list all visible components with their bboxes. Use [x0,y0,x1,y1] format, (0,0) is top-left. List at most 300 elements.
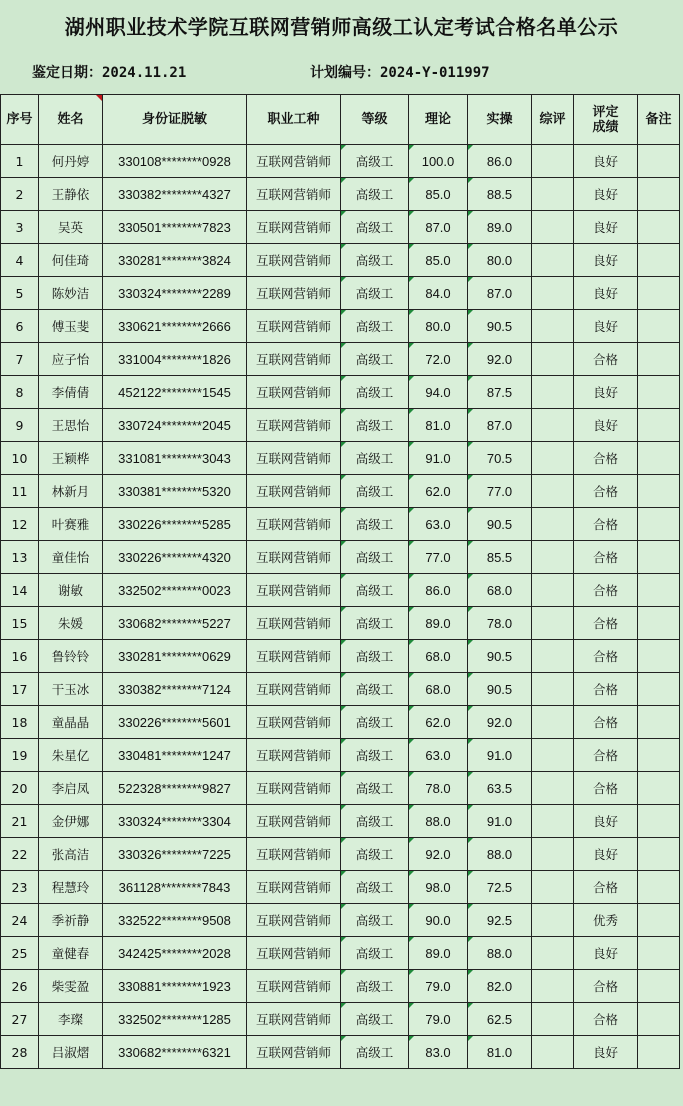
table-row [1,1036,680,1069]
skill-level: 高级工 [341,937,409,970]
id-number: 330724********2045 [103,409,247,442]
row-number: 5 [1,277,39,310]
theory-score: 78.0 [409,772,468,805]
practice-score: 87.0 [468,409,532,442]
theory-score: 94.0 [409,376,468,409]
row-number: 23 [1,871,39,904]
skill-level: 高级工 [341,673,409,706]
practice-score: 88.0 [468,937,532,970]
row-number: 26 [1,970,39,1003]
result-grade: 良好 [574,277,638,310]
theory-score: 84.0 [409,277,468,310]
row-number: 14 [1,574,39,607]
note [638,970,680,1003]
student-name: 朱星亿 [39,739,103,772]
practice-score: 87.5 [468,376,532,409]
job-type: 互联网营销师 [247,310,341,343]
result-grade: 良好 [574,310,638,343]
job-type: 互联网营销师 [247,442,341,475]
row-number: 22 [1,838,39,871]
result-grade: 良好 [574,244,638,277]
practice-score: 80.0 [468,244,532,277]
id-number: 330682********5227 [103,607,247,640]
practice-score: 81.0 [468,1036,532,1069]
student-name: 何丹婷 [39,145,103,178]
result-grade: 合格 [574,541,638,574]
table-row [1,706,680,739]
header-no: 序号 [1,95,39,145]
note [638,145,680,178]
overall-score [532,376,574,409]
note [638,772,680,805]
student-name: 何佳琦 [39,244,103,277]
practice-score: 82.0 [468,970,532,1003]
skill-level: 高级工 [341,409,409,442]
overall-score [532,772,574,805]
theory-score: 100.0 [409,145,468,178]
row-number: 11 [1,475,39,508]
job-type: 互联网营销师 [247,244,341,277]
practice-score: 92.5 [468,904,532,937]
id-number: 330108********0928 [103,145,247,178]
skill-level: 高级工 [341,838,409,871]
row-number: 10 [1,442,39,475]
practice-score: 89.0 [468,211,532,244]
skill-level: 高级工 [341,310,409,343]
id-number: 330324********2289 [103,277,247,310]
student-name: 季祈静 [39,904,103,937]
exam-date: 鉴定日期：2024.11.21 [32,65,187,81]
student-name: 鲁铃铃 [39,640,103,673]
result-grade: 合格 [574,1003,638,1036]
job-type: 互联网营销师 [247,277,341,310]
id-number: 332502********1285 [103,1003,247,1036]
header-note: 备注 [638,95,680,145]
note [638,541,680,574]
id-number: 330226********5285 [103,508,247,541]
skill-level: 高级工 [341,1003,409,1036]
id-number: 331081********3043 [103,442,247,475]
overall-score [532,1036,574,1069]
row-number: 28 [1,1036,39,1069]
results-table-frame [0,94,679,1069]
header-id: 身份证脱敏 [103,95,247,145]
note [638,475,680,508]
theory-score: 87.0 [409,211,468,244]
id-number: 452122********1545 [103,376,247,409]
table-row [1,772,680,805]
row-number: 20 [1,772,39,805]
practice-score: 91.0 [468,739,532,772]
overall-score [532,904,574,937]
job-type: 互联网营销师 [247,541,341,574]
table-row [1,607,680,640]
overall-score [532,574,574,607]
table-row [1,937,680,970]
note [638,871,680,904]
student-name: 李倩倩 [39,376,103,409]
job-type: 互联网营销师 [247,805,341,838]
id-number: 330481********1247 [103,739,247,772]
student-name: 吴英 [39,211,103,244]
student-name: 童佳怡 [39,541,103,574]
header-result [574,95,638,145]
job-type: 互联网营销师 [247,607,341,640]
job-type: 互联网营销师 [247,211,341,244]
id-number: 342425********2028 [103,937,247,970]
practice-score: 90.5 [468,640,532,673]
result-grade: 合格 [574,640,638,673]
header-job: 职业工种 [247,95,341,145]
table-row [1,805,680,838]
table-row [1,640,680,673]
overall-score [532,739,574,772]
note [638,574,680,607]
practice-score: 86.0 [468,145,532,178]
row-number: 7 [1,343,39,376]
theory-score: 89.0 [409,937,468,970]
table-row [1,970,680,1003]
theory-score: 85.0 [409,178,468,211]
job-type: 互联网营销师 [247,574,341,607]
overall-score [532,706,574,739]
job-type: 互联网营销师 [247,145,341,178]
job-type: 互联网营销师 [247,904,341,937]
table-row [1,1003,680,1036]
row-number: 13 [1,541,39,574]
page-title: 湖州职业技术学院互联网营销师高级工认定考试合格名单公示 [64,15,619,39]
table-row [1,343,680,376]
header-practice: 实操 [468,95,532,145]
result-grade: 合格 [574,871,638,904]
skill-level: 高级工 [341,475,409,508]
job-type: 互联网营销师 [247,706,341,739]
practice-score: 88.0 [468,838,532,871]
id-number: 332502********0023 [103,574,247,607]
practice-score: 87.0 [468,277,532,310]
theory-score: 83.0 [409,1036,468,1069]
note [638,211,680,244]
overall-score [532,937,574,970]
theory-score: 80.0 [409,310,468,343]
practice-score: 78.0 [468,607,532,640]
overall-score [532,211,574,244]
overall-score [532,1003,574,1036]
practice-score: 72.5 [468,871,532,904]
note [638,739,680,772]
overall-score [532,178,574,211]
table-row [1,409,680,442]
table-row [1,145,680,178]
header-name: 姓名 [39,95,103,145]
skill-level: 高级工 [341,541,409,574]
theory-score: 88.0 [409,805,468,838]
note [638,607,680,640]
skill-level: 高级工 [341,772,409,805]
overall-score [532,838,574,871]
id-number: 330281********0629 [103,640,247,673]
table-row [1,904,680,937]
note [638,409,680,442]
id-number: 330621********2666 [103,310,247,343]
header-result-line2: 成绩 [592,119,619,135]
result-grade: 合格 [574,607,638,640]
table-row [1,376,680,409]
skill-level: 高级工 [341,706,409,739]
skill-level: 高级工 [341,508,409,541]
overall-score [532,343,574,376]
student-name: 王颖桦 [39,442,103,475]
result-grade: 合格 [574,739,638,772]
row-number: 24 [1,904,39,937]
student-name: 林新月 [39,475,103,508]
result-grade: 良好 [574,1036,638,1069]
result-grade: 合格 [574,970,638,1003]
theory-score: 62.0 [409,475,468,508]
result-grade: 合格 [574,343,638,376]
overall-score [532,442,574,475]
note [638,508,680,541]
id-number: 330682********6321 [103,1036,247,1069]
job-type: 互联网营销师 [247,970,341,1003]
skill-level: 高级工 [341,904,409,937]
table-row [1,508,680,541]
job-type: 互联网营销师 [247,475,341,508]
table-header-row [1,95,680,145]
skill-level: 高级工 [341,739,409,772]
table-row [1,673,680,706]
overall-score [532,970,574,1003]
theory-score: 63.0 [409,508,468,541]
job-type: 互联网营销师 [247,871,341,904]
practice-score: 92.0 [468,343,532,376]
id-number: 522328********9827 [103,772,247,805]
result-grade: 良好 [574,376,638,409]
result-grade: 良好 [574,178,638,211]
row-number: 27 [1,1003,39,1036]
table-row [1,442,680,475]
note [638,706,680,739]
result-grade: 良好 [574,145,638,178]
practice-score: 90.5 [468,508,532,541]
note [638,805,680,838]
student-name: 程慧玲 [39,871,103,904]
practice-score: 90.5 [468,673,532,706]
header-overall: 综评 [532,95,574,145]
overall-score [532,244,574,277]
student-name: 柴雯盈 [39,970,103,1003]
results-table [0,94,680,1069]
row-number: 4 [1,244,39,277]
theory-score: 77.0 [409,541,468,574]
table-body [1,145,680,1069]
result-grade: 合格 [574,442,638,475]
overall-score [532,607,574,640]
overall-score [532,310,574,343]
table-row [1,541,680,574]
skill-level: 高级工 [341,343,409,376]
note [638,343,680,376]
skill-level: 高级工 [341,244,409,277]
row-number: 17 [1,673,39,706]
note [638,904,680,937]
practice-score: 62.5 [468,1003,532,1036]
job-type: 互联网营销师 [247,673,341,706]
note [638,178,680,211]
overall-score [532,409,574,442]
job-type: 互联网营销师 [247,739,341,772]
id-number: 361128********7843 [103,871,247,904]
result-grade: 良好 [574,937,638,970]
overall-score [532,805,574,838]
practice-score: 70.5 [468,442,532,475]
table-row [1,178,680,211]
note [638,310,680,343]
header-theory: 理论 [409,95,468,145]
result-grade: 合格 [574,706,638,739]
skill-level: 高级工 [341,970,409,1003]
skill-level: 高级工 [341,145,409,178]
student-name: 干玉冰 [39,673,103,706]
skill-level: 高级工 [341,607,409,640]
theory-score: 63.0 [409,739,468,772]
note [638,640,680,673]
job-type: 互联网营销师 [247,937,341,970]
row-number: 2 [1,178,39,211]
theory-score: 90.0 [409,904,468,937]
theory-score: 79.0 [409,1003,468,1036]
table-row [1,739,680,772]
table-row [1,574,680,607]
job-type: 互联网营销师 [247,1003,341,1036]
practice-score: 91.0 [468,805,532,838]
table-row [1,475,680,508]
job-type: 互联网营销师 [247,376,341,409]
id-number: 330324********3304 [103,805,247,838]
skill-level: 高级工 [341,574,409,607]
row-number: 8 [1,376,39,409]
header-result-line1: 评定 [592,104,619,120]
result-grade: 合格 [574,673,638,706]
student-name: 傅玉斐 [39,310,103,343]
theory-score: 81.0 [409,409,468,442]
overall-score [532,541,574,574]
job-type: 互联网营销师 [247,409,341,442]
overall-score [532,145,574,178]
student-name: 应子怡 [39,343,103,376]
job-type: 互联网营销师 [247,343,341,376]
skill-level: 高级工 [341,277,409,310]
student-name: 童健春 [39,937,103,970]
note [638,277,680,310]
theory-score: 86.0 [409,574,468,607]
id-number: 332522********9508 [103,904,247,937]
overall-score [532,475,574,508]
id-number: 330226********5601 [103,706,247,739]
skill-level: 高级工 [341,640,409,673]
student-name: 王思怡 [39,409,103,442]
job-type: 互联网营销师 [247,178,341,211]
job-type: 互联网营销师 [247,508,341,541]
id-number: 330226********4320 [103,541,247,574]
table-row [1,211,680,244]
skill-level: 高级工 [341,178,409,211]
note [638,838,680,871]
note [638,673,680,706]
row-number: 25 [1,937,39,970]
practice-score: 92.0 [468,706,532,739]
theory-score: 89.0 [409,607,468,640]
result-grade: 良好 [574,409,638,442]
id-number: 330881********1923 [103,970,247,1003]
id-number: 330382********4327 [103,178,247,211]
result-grade: 合格 [574,508,638,541]
theory-score: 72.0 [409,343,468,376]
row-number: 6 [1,310,39,343]
id-number: 330381********5320 [103,475,247,508]
student-name: 朱媛 [39,607,103,640]
note [638,376,680,409]
table-row [1,838,680,871]
practice-score: 90.5 [468,310,532,343]
practice-score: 77.0 [468,475,532,508]
note [638,1003,680,1036]
skill-level: 高级工 [341,211,409,244]
skill-level: 高级工 [341,376,409,409]
student-name: 王静依 [39,178,103,211]
practice-score: 63.5 [468,772,532,805]
theory-score: 79.0 [409,970,468,1003]
table-row [1,871,680,904]
student-name: 陈妙洁 [39,277,103,310]
student-name: 李启凤 [39,772,103,805]
theory-score: 85.0 [409,244,468,277]
id-number: 330501********7823 [103,211,247,244]
student-name: 谢敏 [39,574,103,607]
student-name: 张高洁 [39,838,103,871]
result-grade: 合格 [574,574,638,607]
note [638,1036,680,1069]
row-number: 9 [1,409,39,442]
job-type: 互联网营销师 [247,772,341,805]
skill-level: 高级工 [341,442,409,475]
result-grade: 合格 [574,772,638,805]
overall-score [532,277,574,310]
skill-level: 高级工 [341,805,409,838]
result-grade: 合格 [574,475,638,508]
result-grade: 优秀 [574,904,638,937]
overall-score [532,871,574,904]
row-number: 12 [1,508,39,541]
student-name: 金伊娜 [39,805,103,838]
note [638,442,680,475]
plan-number: 计划编号：2024-Y-011997 [310,65,490,81]
table-row [1,310,680,343]
id-number: 330382********7124 [103,673,247,706]
result-grade: 良好 [574,805,638,838]
job-type: 互联网营销师 [247,1036,341,1069]
job-type: 互联网营销师 [247,640,341,673]
table-row [1,277,680,310]
id-number: 330326********7225 [103,838,247,871]
row-number: 15 [1,607,39,640]
row-number: 1 [1,145,39,178]
theory-score: 62.0 [409,706,468,739]
result-grade: 良好 [574,838,638,871]
id-number: 330281********3824 [103,244,247,277]
student-name: 叶赛雅 [39,508,103,541]
row-number: 18 [1,706,39,739]
